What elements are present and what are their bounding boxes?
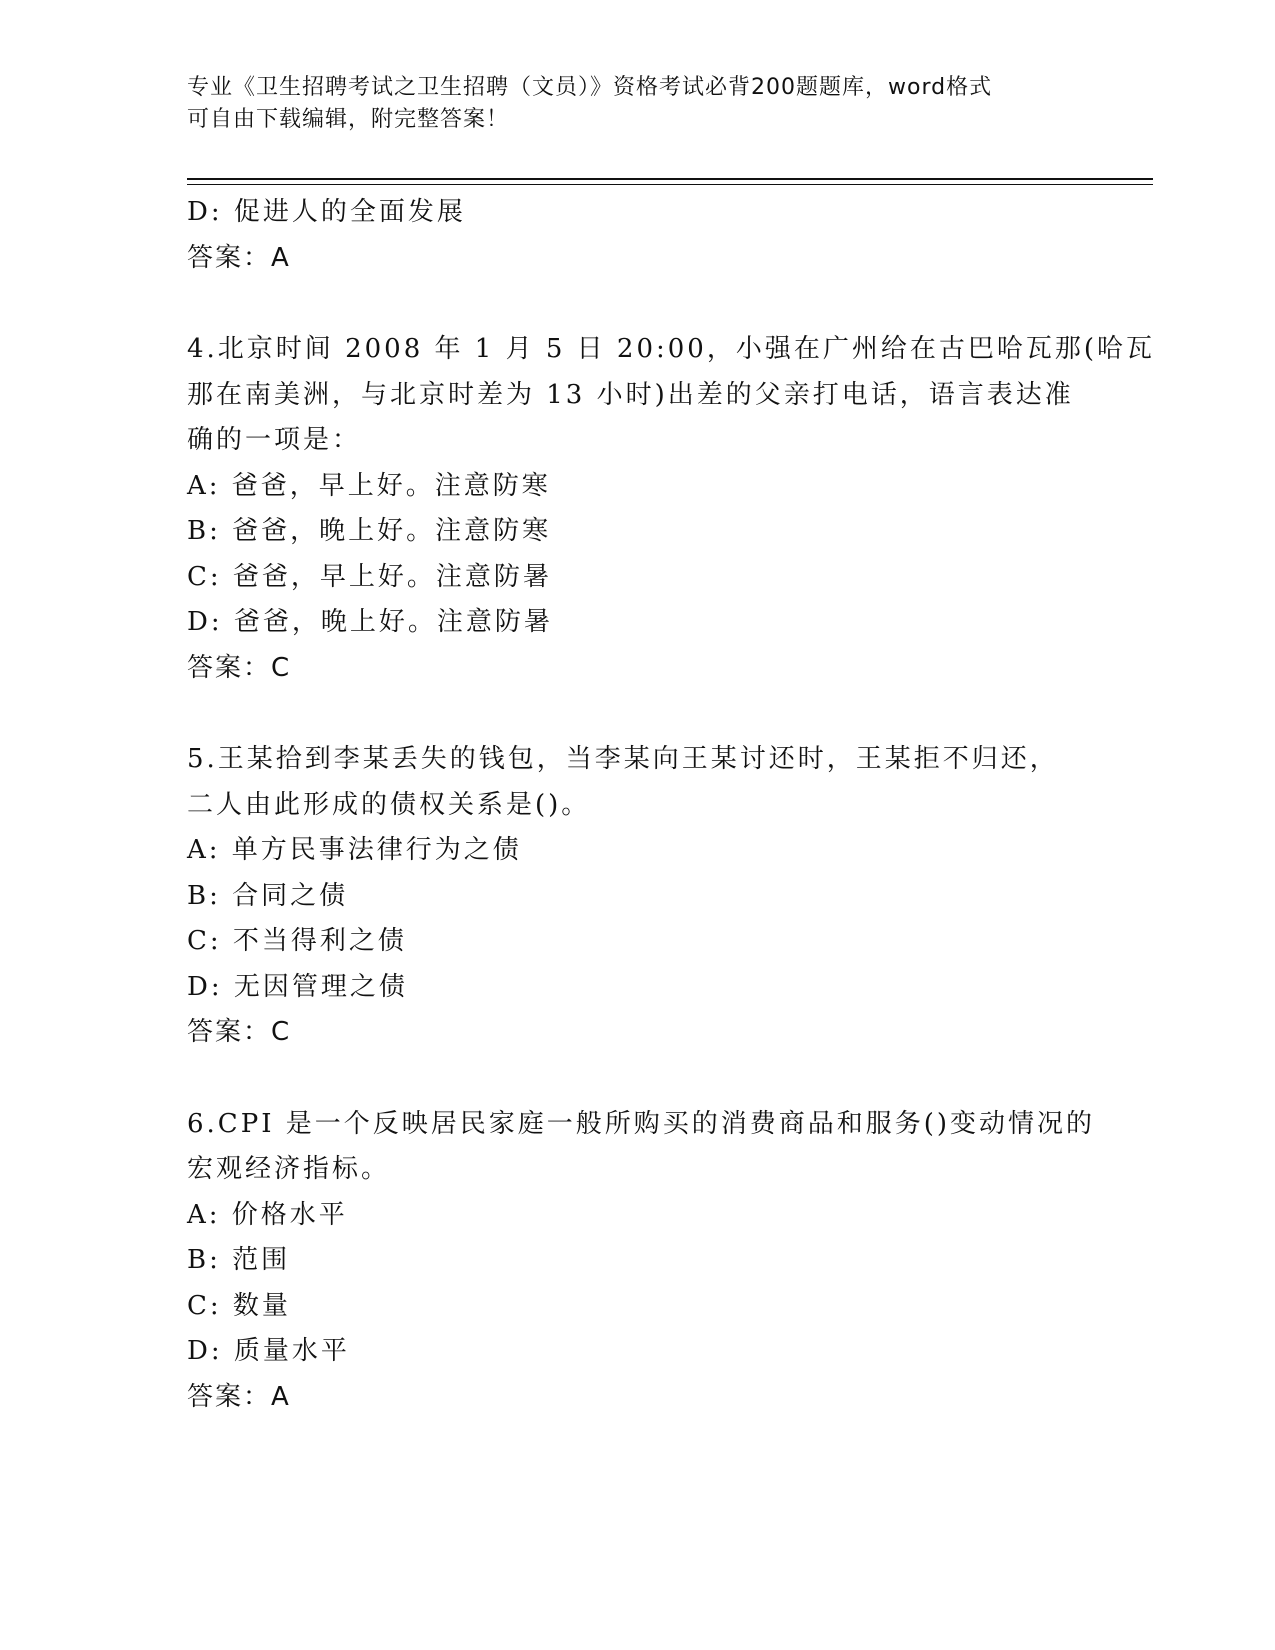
answer-label: 答案：A bbox=[187, 242, 291, 273]
answer-label: 答案：A bbox=[187, 1381, 291, 1412]
question-list bbox=[187, 190, 1155, 1420]
document-header bbox=[187, 72, 1087, 136]
option-d: D: 质量水平 bbox=[187, 1336, 350, 1366]
question-4 bbox=[187, 327, 1155, 691]
question-text-line: 那在南美洲，与北京时差为 13 小时)出差的父亲打电话，语言表达准 bbox=[187, 379, 1074, 410]
question-text-line: 确的一项是： bbox=[187, 425, 362, 455]
question-6 bbox=[187, 1102, 1107, 1421]
option-a: A: 单方民事法律行为之债 bbox=[187, 835, 522, 865]
option-b: B: 合同之债 bbox=[187, 880, 349, 911]
question-text-line: 二人由此形成的债权关系是()。 bbox=[187, 789, 591, 820]
option-c: C: 不当得利之债 bbox=[187, 926, 407, 956]
option-b: B: 爸爸，晚上好。注意防寒 bbox=[187, 516, 552, 546]
option-d: D: 促进人的全面发展 bbox=[187, 197, 466, 227]
question-5 bbox=[187, 737, 1107, 1056]
header-divider-thick bbox=[187, 178, 1153, 180]
question-text-line: 宏观经济指标。 bbox=[187, 1154, 391, 1184]
option-a: A: 价格水平 bbox=[187, 1199, 348, 1230]
header-line-2: 可自由下载编辑，附完整答案！ bbox=[187, 107, 510, 132]
option-c: C: 数量 bbox=[187, 1290, 291, 1321]
answer-label: 答案：C bbox=[187, 652, 292, 683]
header-line-1: 专业《卫生招聘考试之卫生招聘（文员）》资格考试必背200题题库，word格式 bbox=[187, 75, 993, 100]
option-d: D: 爸爸，晚上好。注意防暑 bbox=[187, 607, 553, 637]
header-divider-thin bbox=[187, 184, 1153, 185]
option-a: A: 爸爸，早上好。注意防寒 bbox=[187, 470, 551, 501]
answer-label: 答案：C bbox=[187, 1017, 292, 1047]
question-text-line: 4.北京时间 2008 年 1 月 5 日 20:00，小强在广州给在古巴哈瓦那(哈瓦 bbox=[187, 334, 1155, 364]
question-text-line: 5.王某拾到李某丢失的钱包，当李某向王某讨还时，王某拒不归还， bbox=[187, 744, 1059, 774]
question-3-tail bbox=[187, 190, 1107, 281]
option-d: D: 无因管理之债 bbox=[187, 971, 408, 1002]
option-b: B: 范围 bbox=[187, 1245, 291, 1275]
question-text-line: 6.CPI 是一个反映居民家庭一般所购买的消费商品和服务()变动情况的 bbox=[187, 1108, 1096, 1139]
option-c: C: 爸爸，早上好。注意防暑 bbox=[187, 561, 552, 592]
